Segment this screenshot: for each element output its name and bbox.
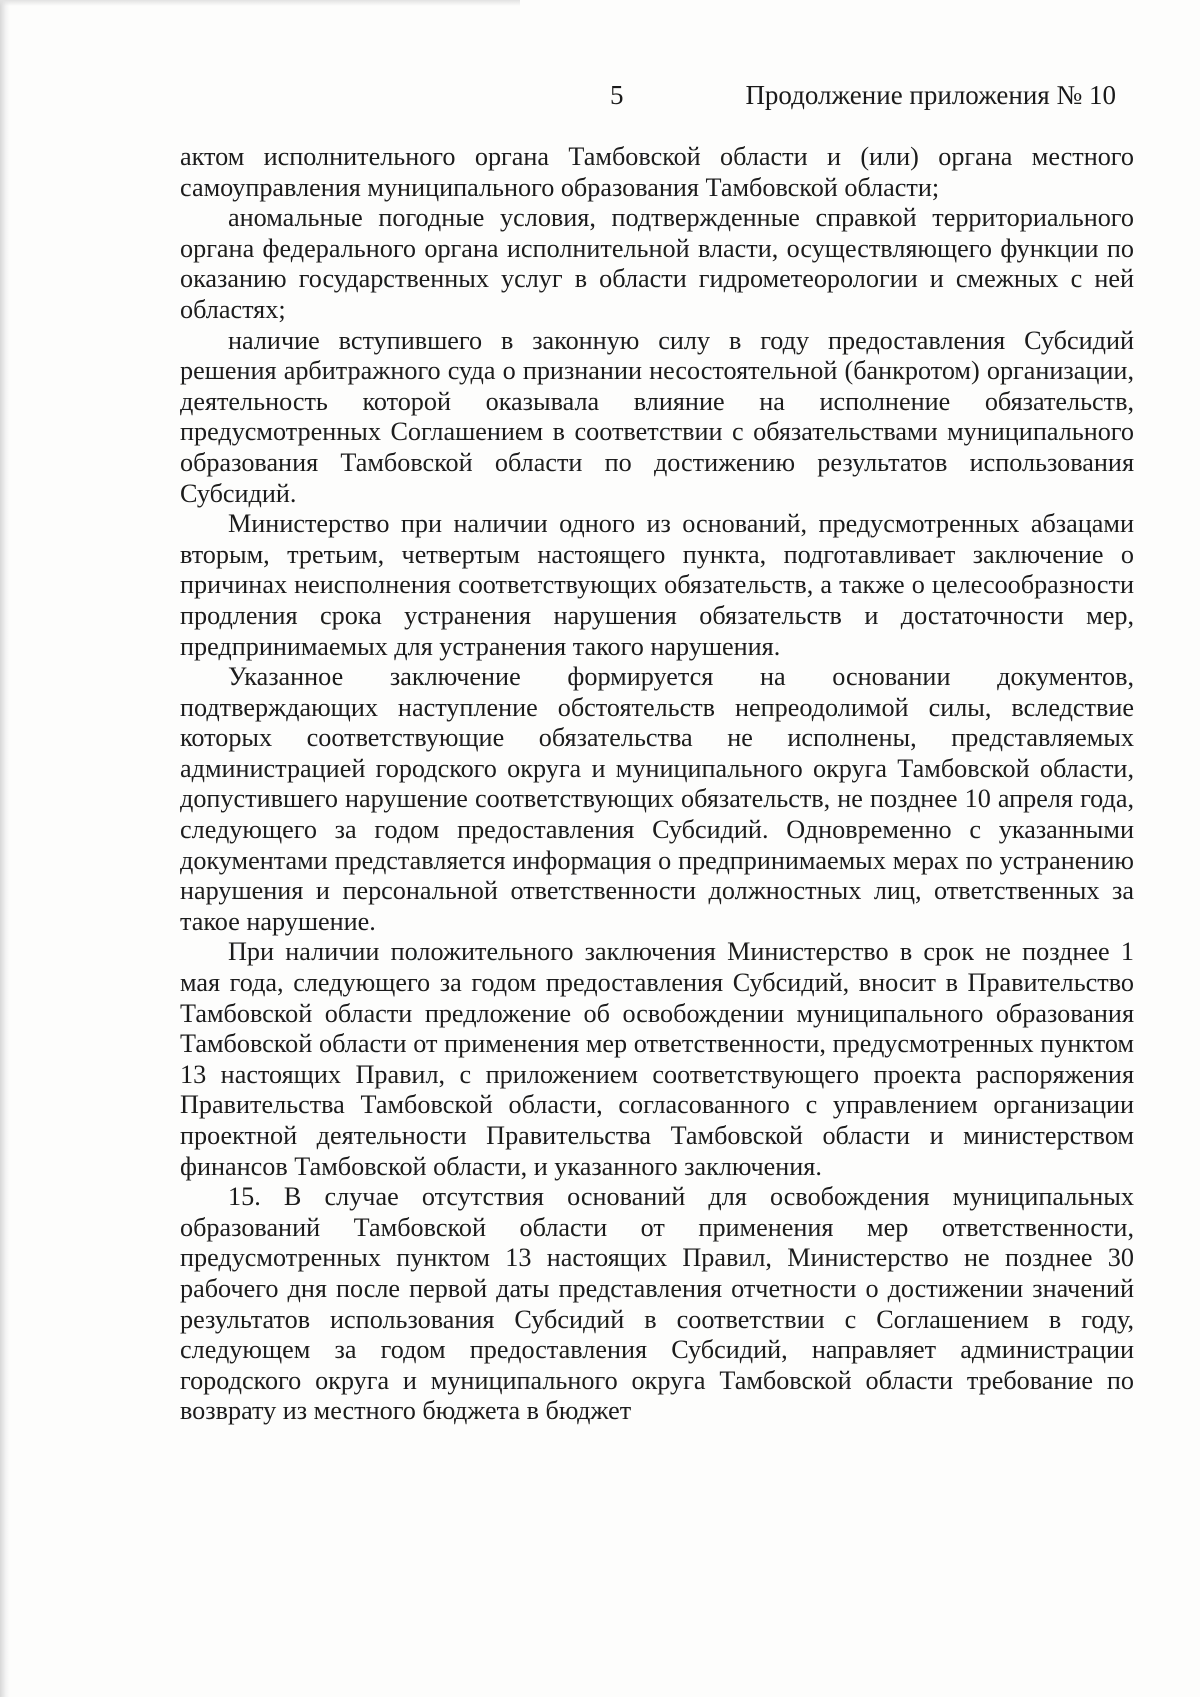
paragraph-2: аномальные погодные условия, подтвержденные справкой территориального органа федерального органа исполнительной власти, осуществляющего функции по оказанию государственных услуг в области гидрометеорологии и смежных с ней областях;	[180, 203, 1134, 324]
paragraph-3: наличие вступившего в законную силу в году предоставления Субсидий решения арбитражного суда о признании несостоятельной (банкротом) организации, деятельность которой оказывала влияние на исполнение обязательств, предусмотренных Соглашением в соответствии с обязательствами муниципального образования Тамбовской области по достижению результатов использования Субсидий.	[180, 325, 1134, 508]
document-body	[180, 142, 1134, 1427]
scan-edge-shadow	[0, 0, 10, 1697]
paragraph-5: Указанное заключение формируется на основании документов, подтверждающих наступление обстоятельств непреодолимой силы, вследствие которых соответствующие обязательства не исполнены, представляемых администрацией городского округа и муниципального округа Тамбовской области, допустившего нарушение соответствующих обязательств, не позднее 10 апреля года, следующего за годом предоставления Субсидий. Одновременно с указанными документами представляется информация о предпринимаемых мерах по устранению нарушения и персональной ответственности должностных лиц, ответственных за такое нарушение.	[180, 662, 1134, 936]
scan-top-shadow	[0, 0, 520, 6]
paragraph-4: Министерство при наличии одного из оснований, предусмотренных абзацами вторым, третьим, четвертым настоящего пункта, подготавливает заключение о причинах неисполнения соответствующих обязательств, а также о целесообразности продления срока устранения нарушения обязательств и достаточности мер, предпринимаемых для устранения такого нарушения.	[180, 509, 1134, 661]
page-header	[0, 80, 1200, 120]
page-number: 5	[610, 80, 624, 110]
paragraph-7-item-15: 15. В случае отсутствия оснований для освобождения муниципальных образований Тамбовской области от применения мер ответственности, предусмотренных пунктом 13 настоящих Правил, Министерство не позднее 30 рабочего дня после первой даты представления отчетности о достижении значений результатов использования Субсидий в соответствии с Соглашением в году, следующем за годом предоставления Субсидий, направляет администрации городского округа и муниципального округа Тамбовской области требование по возврату из местного бюджета в бюджет	[180, 1182, 1134, 1426]
appendix-continuation-title: Продолжение приложения № 10	[745, 80, 1116, 110]
paragraph-1: актом исполнительного органа Тамбовской области и (или) органа местного самоуправления муниципального образования Тамбовской области;	[180, 142, 1134, 202]
paragraph-6: При наличии положительного заключения Министерство в срок не позднее 1 мая года, следующего за годом предоставления Субсидий, вносит в Правительство Тамбовской области предложение об освобождении муниципального образования Тамбовской области от применения мер ответственности, предусмотренных пунктом 13 настоящих Правил, с приложением соответствующего проекта распоряжения Правительства Тамбовской области, согласованного с управлением организации проектной деятельности Правительства Тамбовской области и министерством финансов Тамбовской области, и указанного заключения.	[180, 937, 1134, 1181]
